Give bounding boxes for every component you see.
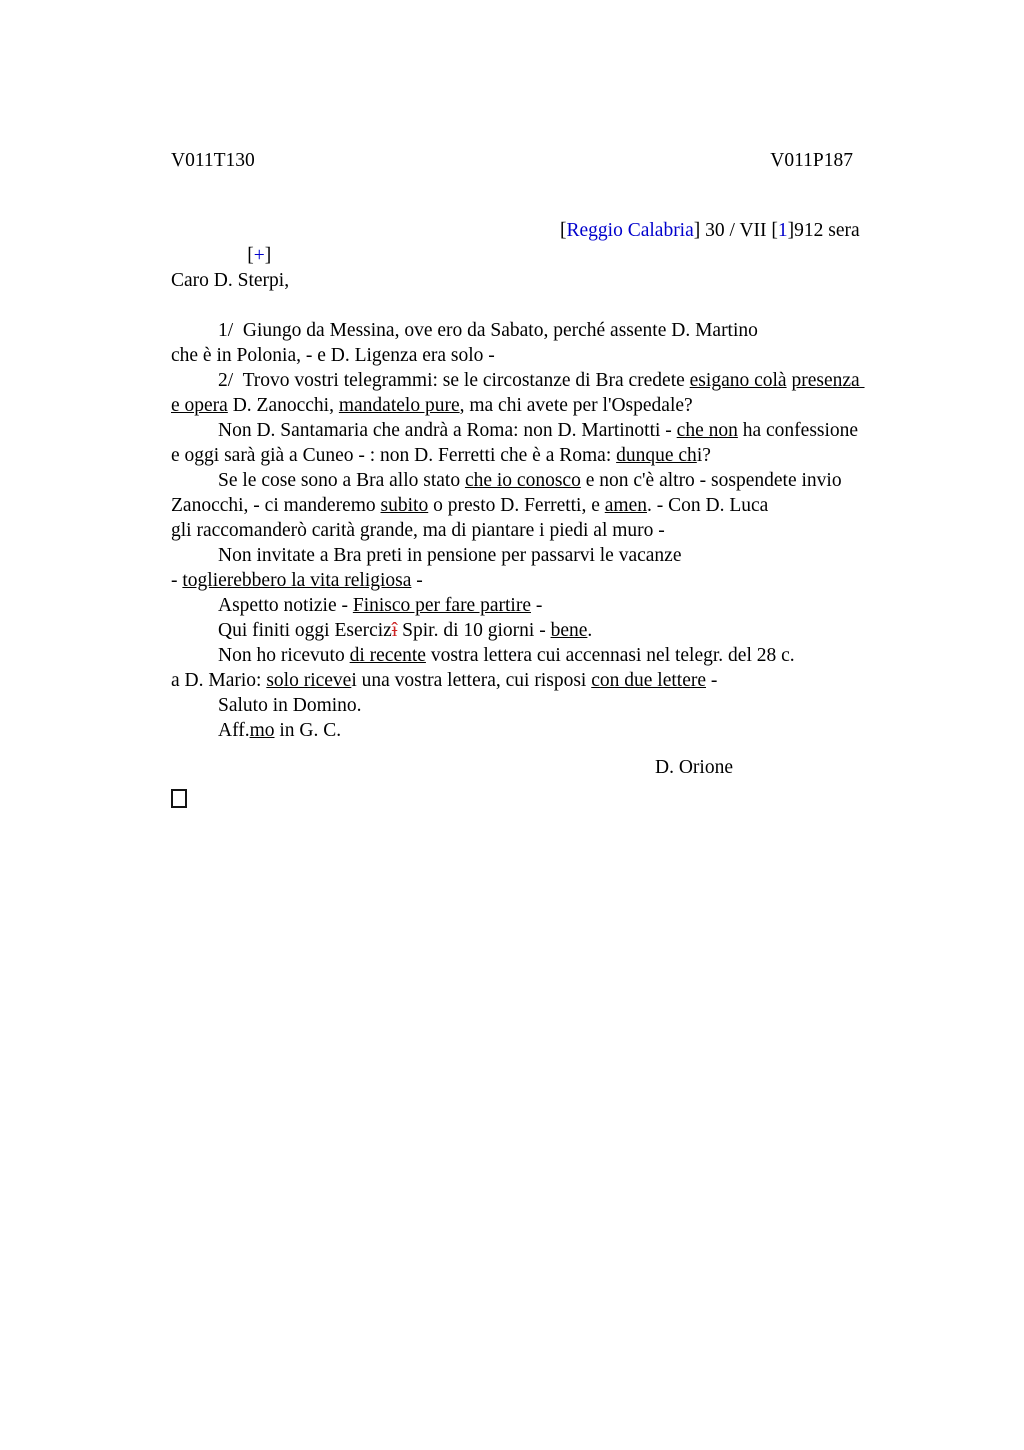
text-segment: -	[171, 570, 183, 591]
letter-line	[171, 468, 853, 493]
text-segment: Saluto in Domino.	[218, 695, 362, 716]
text-segment: -	[706, 670, 718, 691]
text-segment: Spir. di 10 giorni -	[397, 620, 551, 641]
blue-segment: +	[253, 245, 265, 266]
text-segment: ha confessione	[737, 420, 859, 441]
underlined-segment: solo riceve	[266, 670, 352, 691]
text-segment: Non D. Santamaria che andrà a Roma: non D. Martinotti -	[218, 420, 677, 441]
underlined-segment: con due lettere	[591, 670, 707, 691]
blue-segment: Reggio Calabria	[566, 220, 694, 241]
letter-line	[171, 493, 853, 518]
letter-line	[171, 518, 853, 543]
text-segment: a D. Mario:	[171, 670, 267, 691]
text-segment: gli raccomanderò carità grande, ma di piantare i piedi al muro -	[171, 520, 665, 541]
underlined-segment: toglierebbero la vita religiosa	[182, 570, 412, 591]
text-segment: D. Zanocchi,	[227, 395, 339, 416]
letter-line	[171, 618, 853, 643]
text-segment: che è in Polonia, - e D. Ligenza era solo -	[171, 345, 495, 366]
footer-mark-row	[171, 785, 853, 810]
text-segment: . - Con D. Luca	[647, 495, 769, 516]
text-segment: e non c'è altro - sospendete invio	[580, 470, 842, 491]
blue-segment: 1	[777, 220, 788, 241]
text-segment: [	[560, 220, 567, 241]
doc-code-left: V011T130	[171, 150, 255, 171]
text-segment: -	[411, 570, 423, 591]
letter-line	[171, 443, 853, 468]
underlined-segment: amen	[604, 495, 647, 516]
underlined-segment: Finisco per fare partire	[352, 595, 531, 616]
signature: D. Orione	[655, 757, 733, 778]
underlined-segment: mo	[249, 720, 275, 741]
text-segment: .	[587, 620, 593, 641]
underlined-segment: presenza	[791, 370, 865, 391]
letter-line	[171, 418, 859, 443]
text-segment: Aff.	[218, 720, 250, 741]
text-segment: i?	[696, 445, 711, 466]
underlined-segment: mandatelo pure	[338, 395, 460, 416]
text-segment: o presto D. Ferretti, e	[428, 495, 605, 516]
letter-line	[171, 318, 853, 343]
text-segment: vostra lettera cui accennasi nel telegr. del 28 c.	[425, 645, 795, 666]
greeting-line: Caro D. Sterpi,	[171, 270, 290, 291]
text-segment: ]912 sera	[787, 220, 860, 241]
letter-line	[171, 568, 853, 593]
text-segment: Se le cose sono a Bra allo stato	[218, 470, 465, 491]
text-segment: [	[247, 245, 254, 266]
document-header	[171, 148, 853, 173]
dateline	[171, 218, 860, 266]
underlined-segment: esigano colà	[689, 370, 787, 391]
underlined-segment: che io conosco	[464, 470, 581, 491]
letter-line	[171, 393, 853, 418]
text-segment: , ma chi avete per l'Ospedale?	[459, 395, 693, 416]
cross-mark	[200, 245, 271, 266]
text-segment: Aspetto notizie -	[218, 595, 353, 616]
text-segment: Non ho ricevuto	[218, 645, 350, 666]
text-segment: e oggi sarà già a Cuneo - : non D. Ferretti che è a Roma:	[171, 445, 617, 466]
empty-square-mark	[171, 789, 187, 808]
letter-line	[171, 693, 853, 718]
letter-line	[171, 593, 853, 618]
letter-line	[171, 643, 853, 668]
underlined-segment: e opera	[171, 395, 228, 416]
underlined-segment: di recente	[349, 645, 426, 666]
doc-code-right: V011P187	[770, 150, 853, 171]
document-content	[171, 148, 865, 810]
letter-line	[171, 368, 865, 393]
letter-line	[171, 343, 853, 368]
letter-line	[171, 668, 853, 693]
letter-line	[171, 543, 853, 568]
letter-body	[171, 318, 865, 743]
text-segment: ] 30 / VII [	[693, 220, 778, 241]
red-segment: î	[391, 620, 398, 641]
text-segment: 1/ Giungo da Messina, ove ero da Sabato, perché assente D. Martino	[218, 320, 758, 341]
text-segment: ]	[264, 245, 272, 266]
letter-line	[171, 718, 853, 743]
text-segment: Qui finiti oggi Eserciz	[218, 620, 392, 641]
text-segment: -	[530, 595, 543, 616]
underlined-segment: dunque ch	[616, 445, 697, 466]
underlined-segment: che non	[676, 420, 738, 441]
underlined-segment: subito	[380, 495, 429, 516]
text-segment: i una vostra lettera, cui risposi	[351, 670, 592, 691]
text-segment: 2/ Trovo vostri telegrammi: se le circostanze di Bra credete	[218, 370, 690, 391]
text-segment: Zanocchi, - ci manderemo	[171, 495, 381, 516]
text-segment: Non invitate a Bra preti in pensione per passarvi le vacanze	[218, 545, 682, 566]
date-place-line	[560, 218, 860, 243]
underlined-segment: bene	[550, 620, 588, 641]
text-segment: in G. C.	[274, 720, 342, 741]
